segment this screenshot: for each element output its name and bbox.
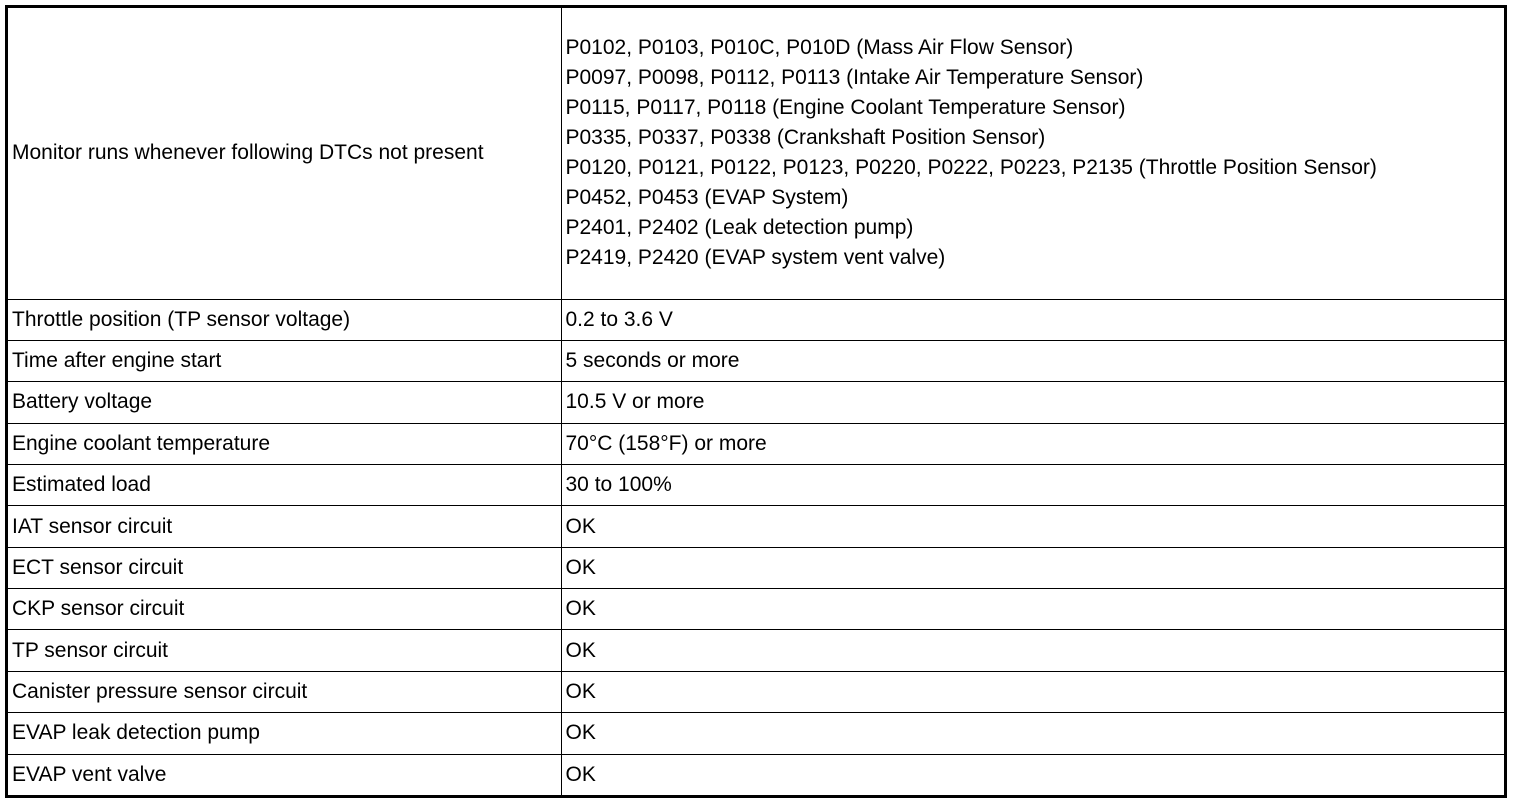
- value-cell: 0.2 to 3.6 V: [561, 299, 1504, 340]
- table-row: [8, 423, 1504, 464]
- value-cell: OK: [561, 754, 1504, 795]
- table-row: [8, 465, 1504, 506]
- condition-cell: Estimated load: [8, 465, 561, 506]
- condition-cell: Canister pressure sensor circuit: [8, 671, 561, 712]
- table-row: [8, 382, 1504, 423]
- value-cell: OK: [561, 671, 1504, 712]
- dtc-list-cell: [561, 8, 1504, 299]
- value-cell: OK: [561, 506, 1504, 547]
- condition-cell: Time after engine start: [8, 340, 561, 381]
- value-cell: OK: [561, 713, 1504, 754]
- table-row: [8, 299, 1504, 340]
- condition-cell: EVAP leak detection pump: [8, 713, 561, 754]
- table-row: [8, 340, 1504, 381]
- value-cell: 70°C (158°F) or more: [561, 423, 1504, 464]
- dtc-line: P0335, P0337, P0338 (Crankshaft Position Sensor): [565, 126, 1046, 150]
- condition-cell: CKP sensor circuit: [8, 589, 561, 630]
- dtc-line: P0115, P0117, P0118 (Engine Coolant Temperature Sensor): [565, 96, 1126, 120]
- dtc-line: P2401, P2402 (Leak detection pump): [565, 216, 914, 240]
- condition-cell: Monitor runs whenever following DTCs not present: [8, 8, 561, 299]
- monitor-conditions-table: [8, 8, 1504, 795]
- table-row: [8, 589, 1504, 630]
- value-cell: OK: [561, 547, 1504, 588]
- dtc-line: P0102, P0103, P010C, P010D (Mass Air Flow Sensor): [565, 36, 1074, 60]
- value-cell: 10.5 V or more: [561, 382, 1504, 423]
- condition-cell: Engine coolant temperature: [8, 423, 561, 464]
- table-row: [8, 754, 1504, 795]
- condition-cell: ECT sensor circuit: [8, 547, 561, 588]
- table-row: [8, 547, 1504, 588]
- condition-cell: Throttle position (TP sensor voltage): [8, 299, 561, 340]
- dtc-line: P2419, P2420 (EVAP system vent valve): [565, 246, 946, 270]
- table-row: [8, 630, 1504, 671]
- condition-cell: IAT sensor circuit: [8, 506, 561, 547]
- value-cell: 5 seconds or more: [561, 340, 1504, 381]
- table-row: [8, 8, 1504, 299]
- table-row: [8, 506, 1504, 547]
- condition-cell: TP sensor circuit: [8, 630, 561, 671]
- condition-cell: Battery voltage: [8, 382, 561, 423]
- value-cell: OK: [561, 630, 1504, 671]
- dtc-line: P0120, P0121, P0122, P0123, P0220, P0222, P0223, P2135 (Throttle Position Sensor): [565, 156, 1377, 180]
- table-row: [8, 671, 1504, 712]
- dtc-line: P0452, P0453 (EVAP System): [565, 186, 849, 210]
- value-cell: OK: [561, 589, 1504, 630]
- value-cell: 30 to 100%: [561, 465, 1504, 506]
- table-row: [8, 713, 1504, 754]
- conditions-table-frame: [5, 5, 1507, 798]
- dtc-line: P0097, P0098, P0112, P0113 (Intake Air Temperature Sensor): [565, 66, 1144, 90]
- condition-cell: EVAP vent valve: [8, 754, 561, 795]
